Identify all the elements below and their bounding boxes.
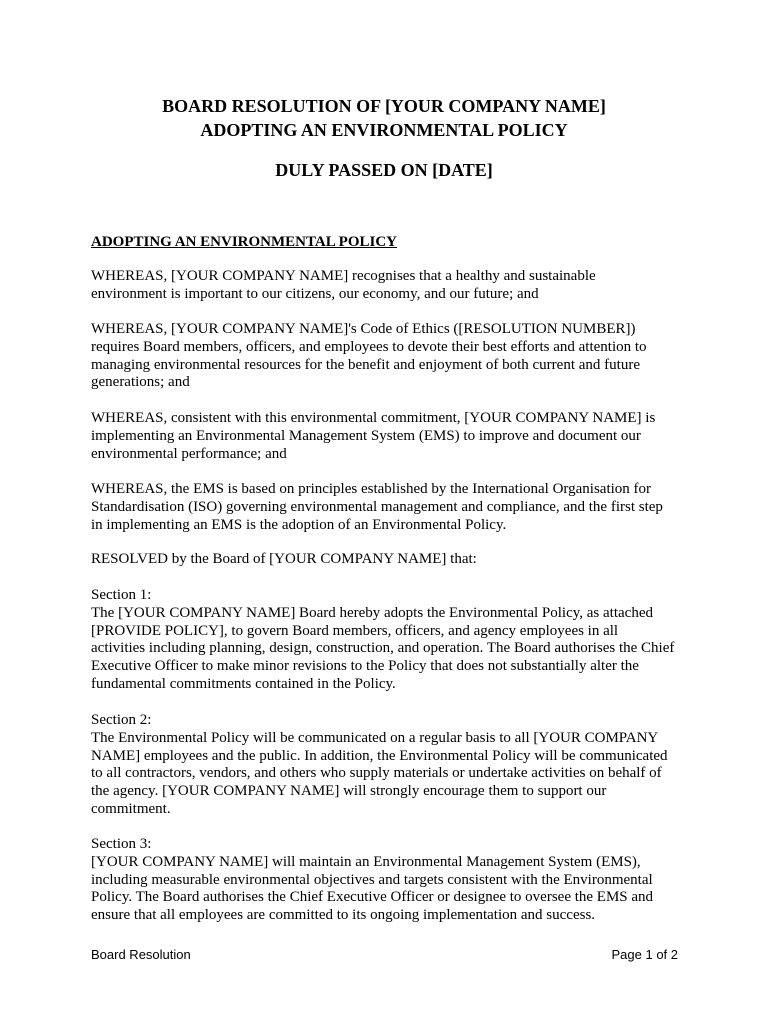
paragraph-line: in implementing an EMS is the adoption of an Environmental Policy. (91, 516, 507, 533)
section-heading: ADOPTING AN ENVIRONMENTAL POLICY (91, 234, 397, 250)
paragraph-line: fundamental commitments contained in the Policy. (91, 675, 396, 692)
paragraph-section-1 (91, 587, 691, 694)
paragraph-line: Executive Officer to make minor revisions to the Policy that does not substantially alter the (91, 658, 639, 675)
paragraph-section-3 (91, 836, 691, 925)
paragraph-line: requires Board members, officers, and employees to devote their best efforts and attention to (91, 338, 647, 355)
paragraph-line: [PROVIDE POLICY], to govern Board members, officers, and agency employees in all (91, 622, 619, 639)
document-title-line-1: BOARD RESOLUTION OF [YOUR COMPANY NAME] (162, 96, 606, 116)
paragraph-line: NAME] employees and the public. In addition, the Environmental Policy will be communicated (91, 747, 668, 764)
paragraph-line: implementing an Environmental Management System (EMS) to improve and document our (91, 427, 641, 444)
paragraph-line: The [YOUR COMPANY NAME] Board hereby adopts the Environmental Policy, as attached (91, 604, 653, 621)
paragraph-line: to all contractors, vendors, and others who supply materials or undertake activities on behalf of (91, 765, 662, 782)
paragraph-line: commitment. (91, 800, 171, 817)
paragraph-line: ensure that all employees are committed to its ongoing implementation and success. (91, 907, 596, 924)
paragraph-line: including measurable environmental objectives and targets consistent with the Environmental (91, 871, 653, 888)
paragraph-line: Standardisation (ISO) governing environmental management and compliance, and the first step (91, 498, 663, 515)
document-subtitle: DULY PASSED ON [DATE] (275, 160, 493, 180)
paragraph-line: managing environmental resources for the benefit and enjoyment of both current and future (91, 356, 640, 373)
paragraph-line: WHEREAS, [YOUR COMPANY NAME]'s Code of Ethics ([RESOLUTION NUMBER]) (91, 321, 636, 337)
paragraph-line: [YOUR COMPANY NAME] will maintain an Environmental Management System (EMS), (91, 853, 641, 870)
paragraph-line: Policy. The Board authorises the Chief Executive Officer or designee to oversee the EMS and (91, 889, 654, 906)
paragraph-section-2 (91, 712, 691, 819)
paragraph-whereas-4 (91, 481, 691, 534)
paragraph-whereas-1 (91, 268, 691, 304)
section-label: Section 1: (91, 587, 152, 603)
paragraph-whereas-3 (91, 410, 691, 463)
footer-document-name: Board Resolution (91, 947, 191, 962)
paragraph-line: environmental performance; and (91, 445, 287, 462)
paragraph-resolved (91, 551, 691, 569)
paragraph-line: WHEREAS, [YOUR COMPANY NAME] recognises that a healthy and sustainable (91, 268, 596, 284)
paragraph-line: The Environmental Policy will be communicated on a regular basis to all [YOUR COMPANY (91, 729, 659, 746)
section-label: Section 3: (91, 836, 152, 852)
document-title-line-2: ADOPTING AN ENVIRONMENTAL POLICY (200, 120, 568, 140)
footer-page-number: Page 1 of 2 (611, 947, 678, 962)
paragraph-line: the agency. [YOUR COMPANY NAME] will strongly encourage them to support our (91, 783, 607, 800)
paragraph-line: RESOLVED by the Board of [YOUR COMPANY NAME] that: (91, 551, 477, 567)
paragraph-line: activities including planning, design, construction, and operation. The Board authorises the Chief (91, 640, 675, 657)
paragraph-line: WHEREAS, the EMS is based on principles established by the International Organisation for (91, 481, 652, 497)
paragraph-line: WHEREAS, consistent with this environmental commitment, [YOUR COMPANY NAME] is (91, 410, 656, 426)
section-label: Section 2: (91, 712, 152, 728)
paragraph-line: generations; and (91, 374, 190, 391)
paragraph-line: environment is important to our citizens, our economy, and our future; and (91, 285, 539, 302)
paragraph-whereas-2 (91, 321, 691, 392)
